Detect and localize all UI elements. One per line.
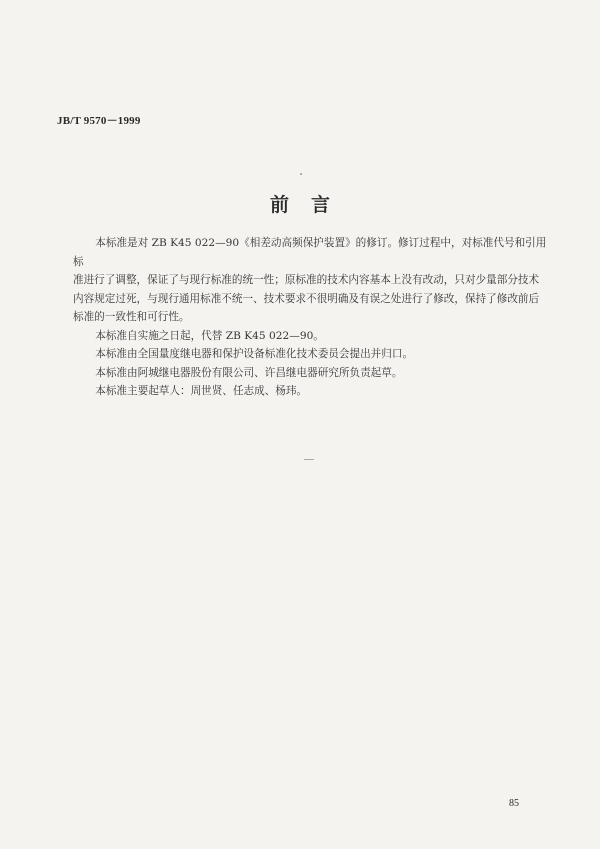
paragraph-line: 本标准是对 ZB K45 022—90《相差动高频保护装置》的修订。修订过程中，对标准代号和引用标 xyxy=(73,237,547,268)
page-title: 前言 xyxy=(269,194,352,216)
paragraph-drafters: 本标准主要起草人：周世贤、任志成、杨玮。 xyxy=(95,385,308,397)
standard-code: JB/T 9570－1999 xyxy=(57,115,141,127)
paragraph-proposer: 本标准由全国量度继电器和保护设备标准化技术委员会提出并归口。 xyxy=(95,348,414,360)
paragraph-drafting-unit: 本标准由阿城继电器股份有限公司、许昌继电器研究所负责起草。 xyxy=(95,366,403,379)
paragraph-replacement: 本标准自实施之日起，代替 ZB K45 022—90。 xyxy=(95,329,324,342)
page-number: 85 xyxy=(509,798,519,809)
scan-mark xyxy=(304,459,314,460)
scan-speck xyxy=(300,173,302,175)
paragraph-line: 准进行了调整，保证了与现行标准的统一性；原标准的技术内容基本上没有改动，只对少量部分技术 xyxy=(73,274,540,286)
paragraph-line: 内容规定过死，与现行通用标准不统一、技术要求不很明确及有误之处进行了修改，保持了修改前后 xyxy=(73,292,540,305)
foreword-body xyxy=(73,234,551,401)
paragraph-line: 标准的一致性和可行性。 xyxy=(73,311,190,323)
paragraph-revision xyxy=(73,234,551,327)
